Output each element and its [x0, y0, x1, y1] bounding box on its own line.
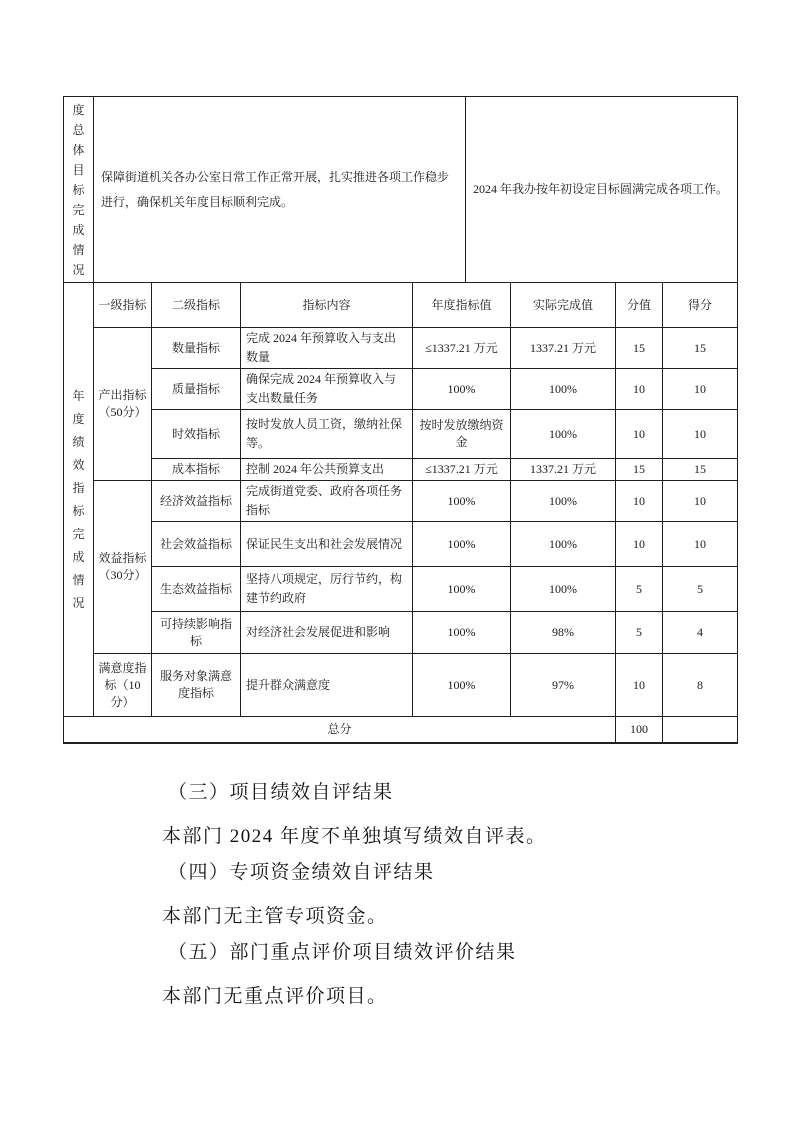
target-value-cell: 按时发放缴纳资金 [413, 410, 511, 459]
target-value-cell: 100% [413, 654, 511, 717]
group-output-indicators: 产出指标（50分） [94, 328, 152, 481]
secondary-indicator-cell: 服务对象满意度指标 [152, 654, 241, 717]
total-row [64, 717, 738, 743]
score-cell: 10 [663, 369, 738, 410]
actual-value-cell: 100% [511, 369, 616, 410]
score-cell: 5 [663, 567, 738, 612]
table-row [64, 369, 738, 410]
actual-value-cell: 1337.21 万元 [511, 328, 616, 369]
indicator-content-cell: 按时发放人员工资，缴纳社保等。 [241, 410, 413, 459]
col-header-actual-value: 实际完成值 [511, 283, 616, 328]
score-cell: 8 [663, 654, 738, 717]
section-heading: （三）项目绩效自评结果 [168, 782, 394, 803]
actual-value-cell: 100% [511, 522, 616, 567]
col-header-annual-target: 年度指标值 [413, 283, 511, 328]
overall-goal-row-label-cell [64, 97, 94, 283]
target-value-cell: 100% [413, 567, 511, 612]
performance-indicator-table [63, 282, 738, 744]
indicator-content-cell: 确保完成 2024 年预算收入与支出数量任务 [241, 369, 413, 410]
secondary-indicator-cell: 数量指标 [152, 328, 241, 369]
max-score-cell: 10 [616, 654, 663, 717]
score-cell: 4 [663, 612, 738, 654]
overall-goal-description-cell [94, 97, 466, 283]
indicator-content-cell: 完成 2024 年预算收入与支出数量 [241, 328, 413, 369]
score-cell: 10 [663, 410, 738, 459]
overall-goal-row-label: 度总体目标完成情况 [72, 102, 85, 277]
actual-value-cell: 1337.21 万元 [511, 459, 616, 481]
section-body: 本部门无主管专项资金。 [162, 906, 388, 927]
score-cell: 15 [663, 328, 738, 369]
section-body: 本部门无重点评价项目。 [162, 986, 388, 1007]
table-row [64, 328, 738, 369]
target-value-cell: 100% [413, 481, 511, 522]
table-row [64, 522, 738, 567]
secondary-indicator-cell: 质量指标 [152, 369, 241, 410]
target-value-cell: 100% [413, 522, 511, 567]
table-row [64, 654, 738, 717]
score-cell: 15 [663, 459, 738, 481]
side-label-cell [64, 283, 94, 717]
overall-goal-description: 保障街道机关各办公室日常工作正常开展，扎实推进各项工作稳步进行，确保机关年度目标顺利完成。 [101, 169, 450, 209]
secondary-indicator-cell: 经济效益指标 [152, 481, 241, 522]
actual-value-cell: 98% [511, 612, 616, 654]
max-score-cell: 5 [616, 567, 663, 612]
score-cell: 10 [663, 522, 738, 567]
section-body: 本部门 2024 年度不单独填写绩效自评表。 [162, 826, 547, 847]
table-row [64, 459, 738, 481]
target-value-cell: ≤1337.21 万元 [413, 459, 511, 481]
overall-goal-result: 2024 年我办按年初设定目标圆满完成各项工作。 [473, 182, 729, 196]
secondary-indicator-cell: 生态效益指标 [152, 567, 241, 612]
col-header-indicator-content: 指标内容 [241, 283, 413, 328]
max-score-cell: 10 [616, 522, 663, 567]
group-benefit-indicators: 效益指标（30分） [94, 481, 152, 654]
col-header-primary-indicator: 一级指标 [94, 283, 152, 328]
side-label-annual-performance: 年度绩效指标完成情况 [72, 388, 85, 610]
score-cell: 10 [663, 481, 738, 522]
col-header-score: 得分 [663, 283, 738, 328]
table-row [64, 612, 738, 654]
section-heading: （四）专项资金绩效自评结果 [168, 862, 435, 883]
total-max-score-cell: 100 [616, 717, 663, 743]
overall-goal-table [63, 96, 738, 283]
max-score-cell: 15 [616, 459, 663, 481]
indicator-content-cell: 对经济社会发展促进和影响 [241, 612, 413, 654]
overall-goal-result-cell [466, 97, 738, 283]
indicator-content-cell: 提升群众满意度 [241, 654, 413, 717]
group-satisfaction-indicators: 满意度指标（10分） [94, 654, 152, 717]
table-row [64, 567, 738, 612]
overall-goal-row [64, 97, 738, 283]
target-value-cell: 100% [413, 369, 511, 410]
actual-value-cell: 100% [511, 567, 616, 612]
narrative-sections [162, 780, 722, 1010]
table-row [64, 481, 738, 522]
total-label-cell: 总分 [64, 717, 616, 743]
indicator-content-cell: 保证民生支出和社会发展情况 [241, 522, 413, 567]
col-header-max-score: 分值 [616, 283, 663, 328]
max-score-cell: 15 [616, 328, 663, 369]
max-score-cell: 5 [616, 612, 663, 654]
secondary-indicator-cell: 可持续影响指标 [152, 612, 241, 654]
target-value-cell: ≤1337.21 万元 [413, 328, 511, 369]
section-heading: （五）部门重点评价项目绩效评价结果 [168, 942, 517, 963]
table-header-row [64, 283, 738, 328]
secondary-indicator-cell: 社会效益指标 [152, 522, 241, 567]
actual-value-cell: 97% [511, 654, 616, 717]
col-header-secondary-indicator: 二级指标 [152, 283, 241, 328]
total-score-cell [663, 717, 738, 743]
target-value-cell: 100% [413, 612, 511, 654]
secondary-indicator-cell: 成本指标 [152, 459, 241, 481]
secondary-indicator-cell: 时效指标 [152, 410, 241, 459]
actual-value-cell: 100% [511, 410, 616, 459]
max-score-cell: 10 [616, 481, 663, 522]
table-row [64, 410, 738, 459]
max-score-cell: 10 [616, 369, 663, 410]
indicator-content-cell: 控制 2024 年公共预算支出 [241, 459, 413, 481]
indicator-content-cell: 完成街道党委、政府各项任务指标 [241, 481, 413, 522]
indicator-content-cell: 坚持八项规定，厉行节约，构建节约政府 [241, 567, 413, 612]
evaluation-tables [63, 96, 737, 744]
max-score-cell: 10 [616, 410, 663, 459]
actual-value-cell: 100% [511, 481, 616, 522]
